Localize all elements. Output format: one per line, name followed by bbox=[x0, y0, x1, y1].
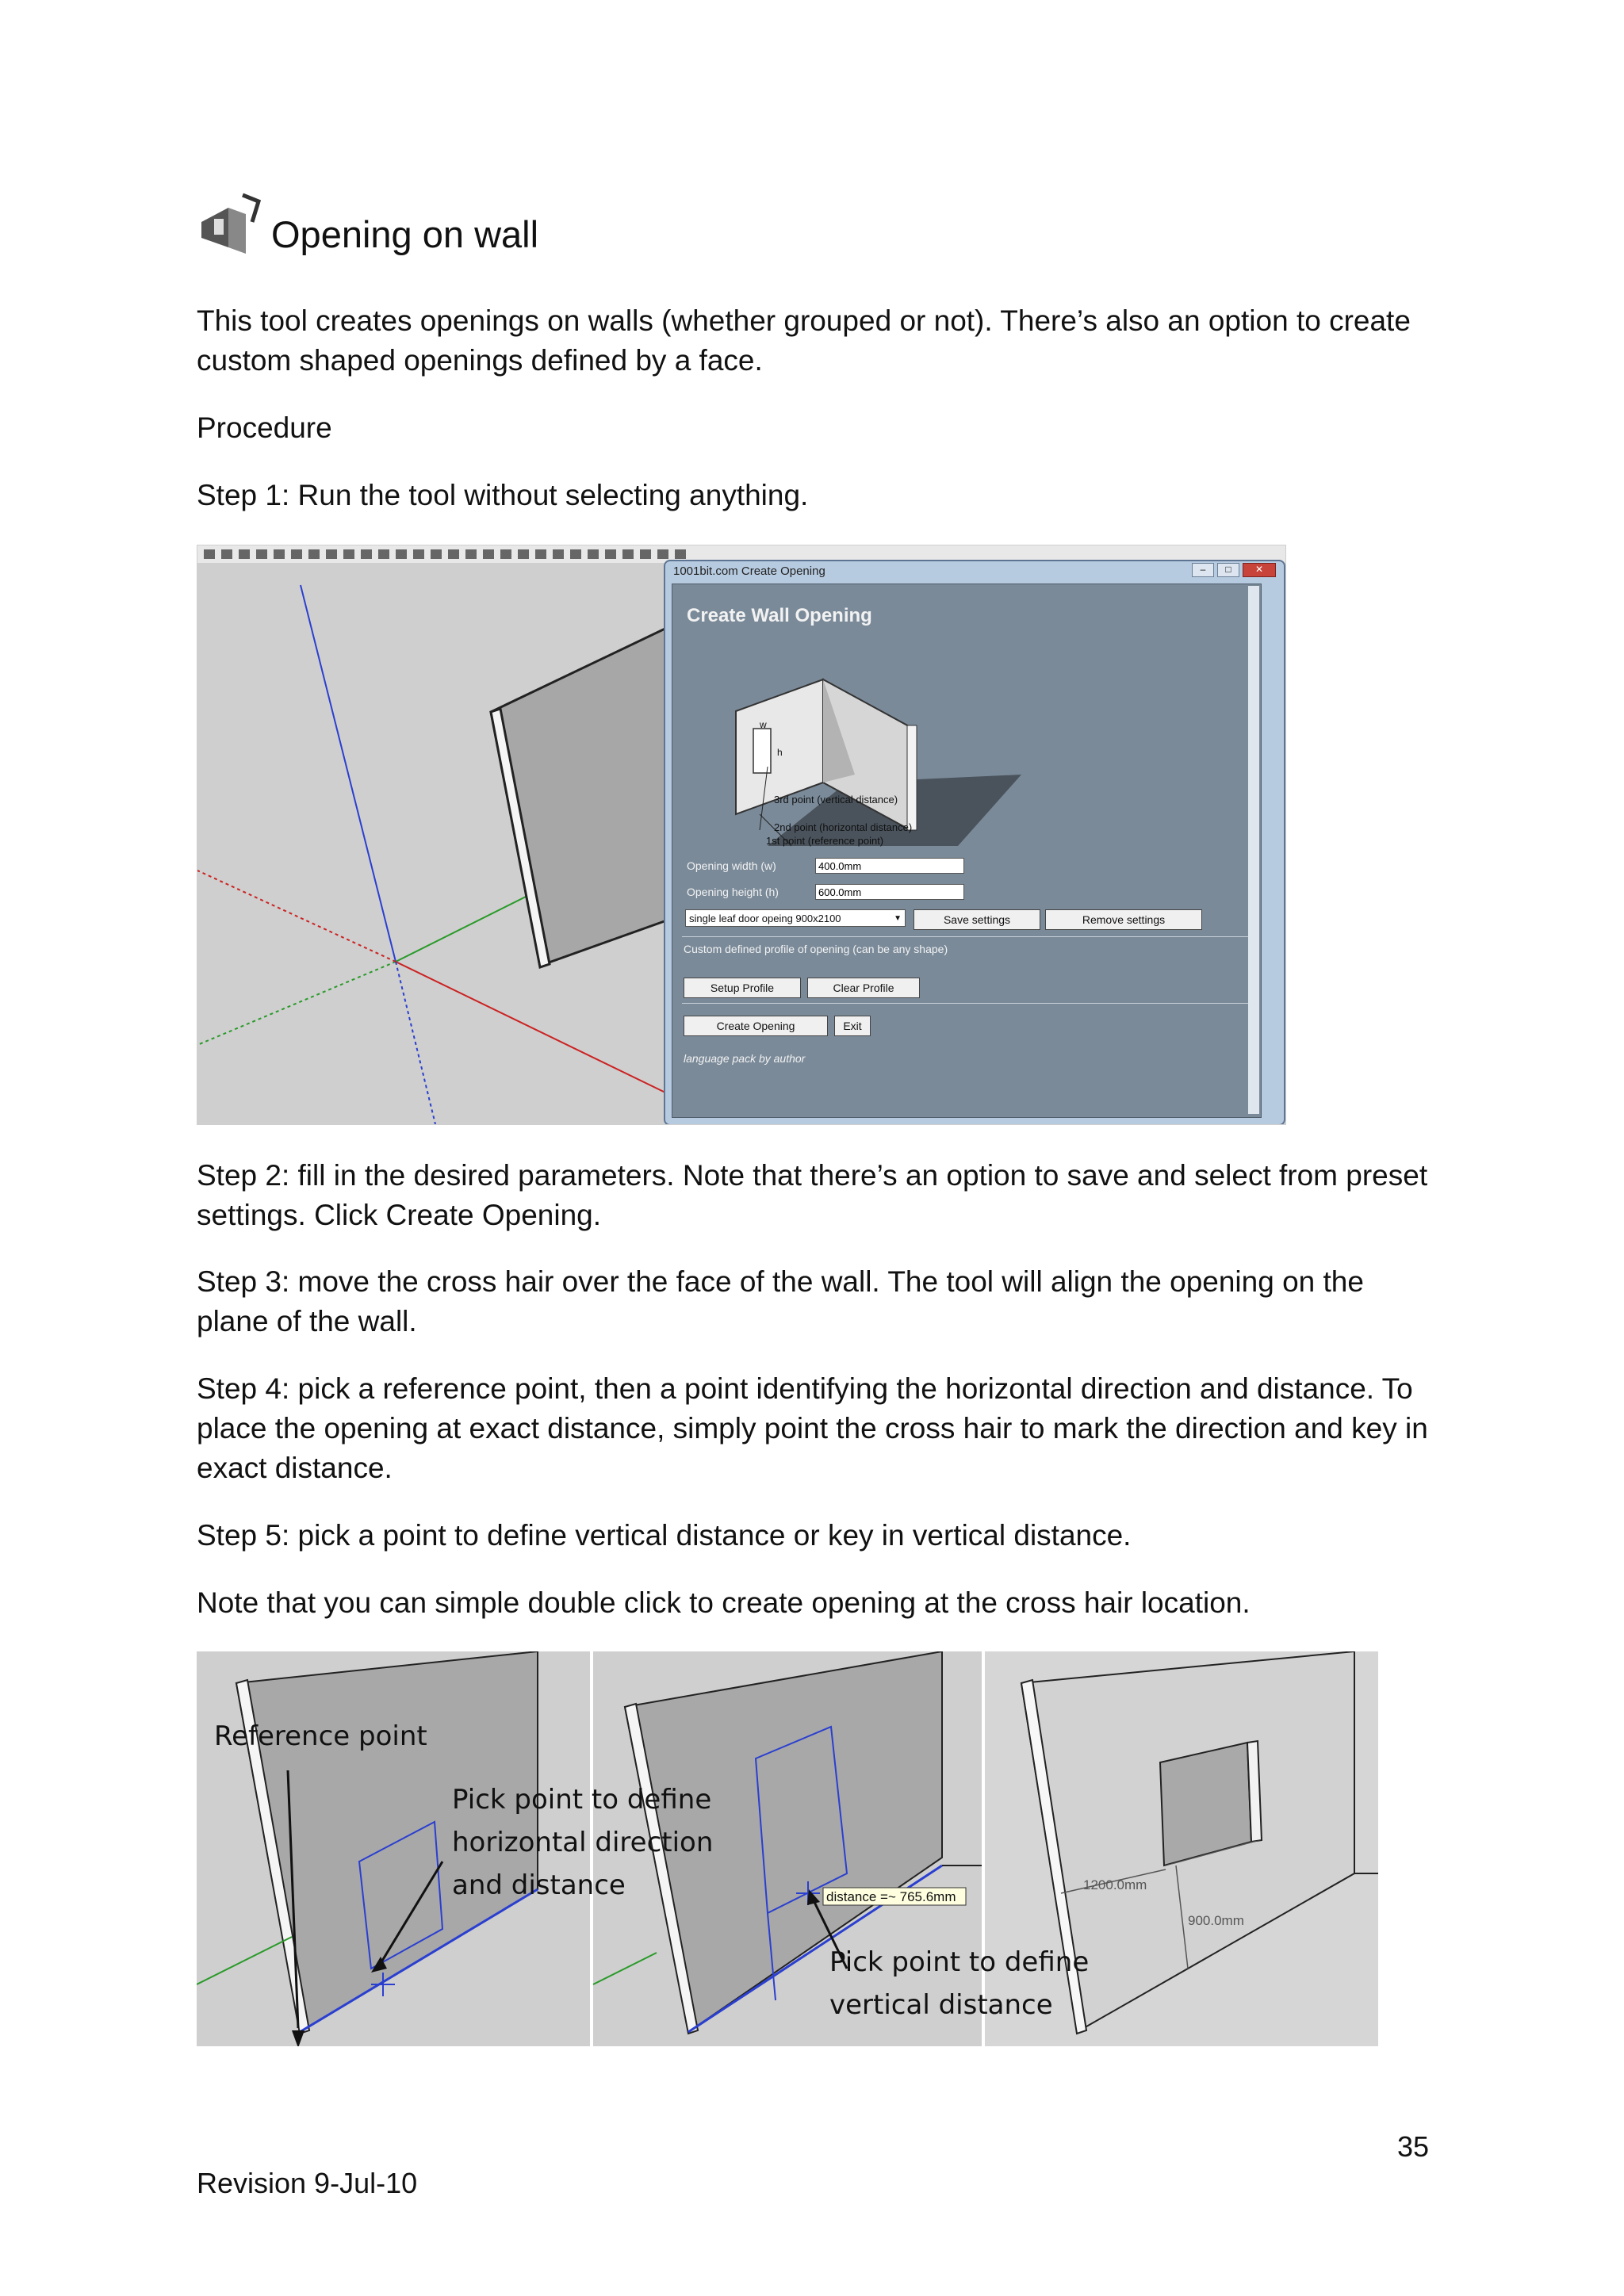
horizontal-label-line-2: horizontal direction bbox=[452, 1827, 714, 1858]
figure-opening-steps bbox=[197, 1651, 1378, 2046]
clear-profile-button[interactable]: Clear Profile bbox=[807, 978, 920, 998]
note-text: Note that you can simple double click to create opening at the cross hair location. bbox=[197, 1586, 1251, 1619]
custom-profile-label: Custom defined profile of opening (can be any shape) bbox=[684, 943, 948, 955]
preset-value: single leaf door opeing 900x2100 bbox=[689, 913, 841, 924]
height-label: Opening height (h) bbox=[687, 886, 779, 898]
close-icon[interactable]: ✕ bbox=[1243, 563, 1276, 577]
vertical-label-line-1: Pick point to define bbox=[829, 1946, 1090, 1978]
dialog-header: Create Wall Opening bbox=[687, 605, 872, 626]
distance-tooltip: distance =~ 765.6mm bbox=[826, 1889, 956, 1904]
maximize-icon[interactable]: □ bbox=[1217, 563, 1239, 577]
window-title: 1001bit.com Create Opening bbox=[673, 564, 825, 578]
dialog-body bbox=[672, 584, 1262, 1118]
opening-on-wall-tool-icon bbox=[197, 190, 265, 258]
page-title: Opening on wall bbox=[271, 213, 539, 255]
diagram-w-label: w bbox=[760, 719, 767, 730]
step-1-text: Step 1: Run the tool without selecting anything. bbox=[197, 479, 809, 511]
divider bbox=[682, 936, 1253, 937]
create-opening-button[interactable]: Create Opening bbox=[684, 1016, 828, 1036]
window-controls bbox=[1192, 563, 1276, 577]
width-label: Opening width (w) bbox=[687, 859, 776, 872]
dialog-scrollbar[interactable] bbox=[1248, 586, 1259, 1114]
language-pack-label: language pack by author bbox=[684, 1052, 806, 1065]
save-settings-button[interactable]: Save settings bbox=[914, 909, 1040, 930]
step-5-text: Step 5: pick a point to define vertical distance or key in vertical distance. bbox=[197, 1519, 1132, 1552]
diagram-second-point: 2nd point (horizontal distance) bbox=[774, 821, 913, 833]
screenshot-create-opening-dialog bbox=[197, 545, 1286, 1125]
setup-profile-button[interactable]: Setup Profile bbox=[684, 978, 801, 998]
chevron-down-icon: ▼ bbox=[894, 914, 902, 923]
dimension-horizontal: 1200.0mm bbox=[1083, 1877, 1147, 1892]
page-number: 35 bbox=[1397, 2130, 1430, 2163]
procedure-label: Procedure bbox=[197, 411, 332, 444]
dimension-vertical: 900.0mm bbox=[1188, 1913, 1244, 1928]
vertical-label-line-2: vertical distance bbox=[829, 1989, 1053, 2021]
diagram-h-label: h bbox=[777, 747, 783, 758]
exit-button[interactable]: Exit bbox=[834, 1016, 871, 1036]
window-titlebar bbox=[665, 561, 1284, 580]
reference-point-label: Reference point bbox=[214, 1720, 427, 1752]
diagram-third-point: 3rd point (vertical distance) bbox=[774, 794, 898, 806]
horizontal-label-line-3: and distance bbox=[452, 1869, 626, 1901]
divider bbox=[682, 1003, 1253, 1004]
figure-panels bbox=[197, 1651, 1378, 2046]
remove-settings-button[interactable]: Remove settings bbox=[1045, 909, 1202, 930]
diagram-first-point: 1st point (reference point) bbox=[766, 835, 884, 847]
section-heading bbox=[197, 190, 538, 258]
opening-height-input[interactable] bbox=[815, 884, 964, 900]
step-3-text: Step 3: move the cross hair over the face of the wall. The tool will align the opening on the plane of the wall. bbox=[197, 1265, 1364, 1337]
preset-select[interactable] bbox=[685, 909, 906, 927]
horizontal-label-line-1: Pick point to define bbox=[452, 1784, 712, 1816]
opening-width-input[interactable] bbox=[815, 858, 964, 874]
revision-label: Revision 9-Jul-10 bbox=[197, 2167, 418, 2199]
minimize-icon[interactable]: – bbox=[1192, 563, 1214, 577]
create-opening-window bbox=[664, 560, 1285, 1125]
intro-paragraph: This tool creates openings on walls (whether grouped or not). There’s also an option to create custom shaped openings defined by a face. bbox=[197, 304, 1411, 377]
step-2-text: Step 2: fill in the desired parameters. Note that there’s an option to save and select from preset settings. Click Create Opening. bbox=[197, 1159, 1428, 1231]
step-4-text: Step 4: pick a reference point, then a point identifying the horizontal direction and distance. To place the opening at exact distance, simply point the cross hair to mark the direction and key in exact distance. bbox=[197, 1372, 1428, 1484]
